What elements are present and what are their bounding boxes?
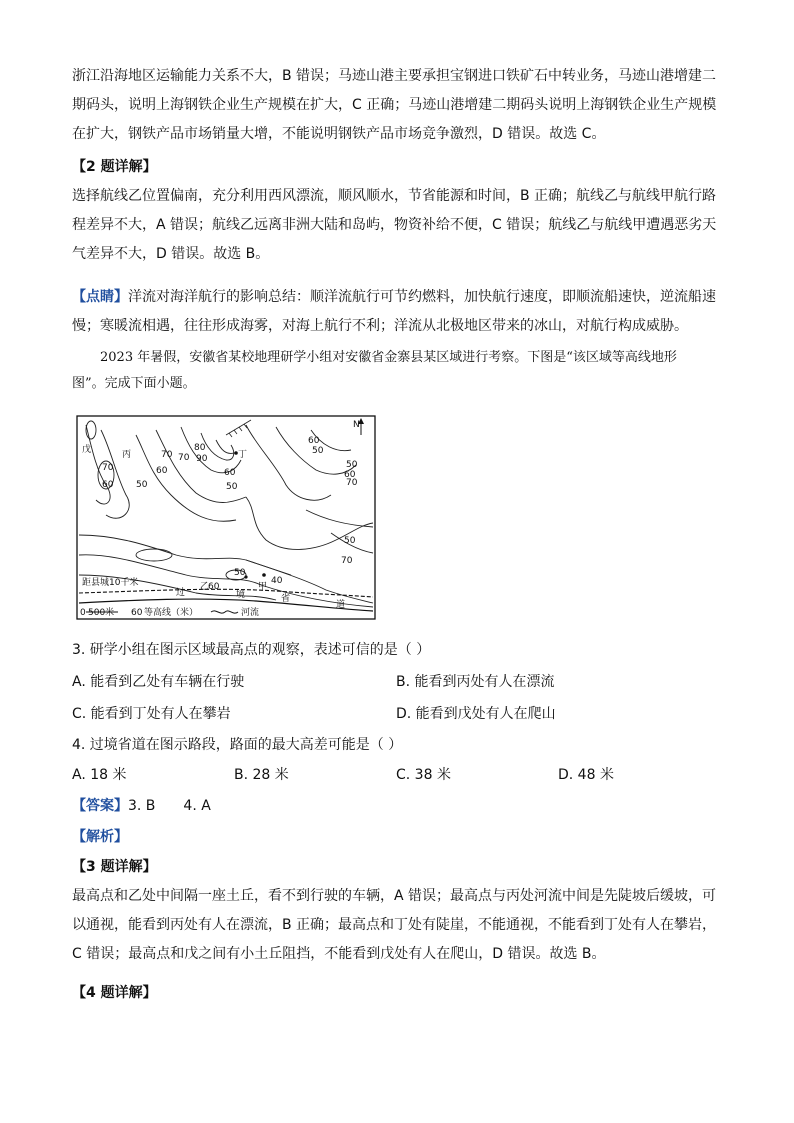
text-line: 期码头，说明上海钢铁企业生产规模在扩大，C 正确；马迹山港增建二期码头说明上海钢铁企业生产规模 bbox=[72, 97, 717, 113]
place-label-bing: 丙 bbox=[122, 450, 132, 460]
place-label-jia: 甲 bbox=[258, 582, 268, 592]
q4-stem: 4. 过境省道在图示路段，路面的最大高差可能是（ ） bbox=[72, 737, 403, 753]
contour-value: 50 bbox=[136, 480, 148, 490]
section-header: 【2 题详解】 bbox=[72, 159, 157, 175]
text-line: 以通视，能看到丙处有人在漂流，B 正确；最高点和丁处有陡崖，不能通视，不能看到丁处有人在攀岩， bbox=[72, 917, 717, 933]
contour-value: 70 bbox=[341, 556, 353, 566]
q4-detail-header: 【4 题详解】 bbox=[72, 985, 157, 1001]
q4-option-b[interactable]: B. 28 米 bbox=[234, 767, 289, 783]
contour-value: 70 bbox=[102, 463, 114, 473]
q4-option-d[interactable]: D. 48 米 bbox=[558, 767, 614, 783]
text-line: 图”。完成下面小题。 bbox=[72, 376, 196, 391]
intro-paragraph bbox=[72, 62, 732, 149]
text-line: 在扩大，钢铁产品市场销量大增，不能说明钢铁产品市场竞争激烈，D 错误。故选 C。 bbox=[72, 126, 606, 142]
q3-stem: 3. 研学小组在图示区域最高点的观察，表述可信的是（ ） bbox=[72, 642, 431, 658]
q3-option-a[interactable]: A. 能看到乙处有车辆在行驶 bbox=[72, 674, 245, 690]
road-label: 境 bbox=[236, 590, 246, 600]
scale-unit: 500米 bbox=[88, 608, 115, 618]
text-line: 洋流对海洋航行的影响总结：顺洋流航行可节约燃料，加快航行速度，即顺流船速快，逆流船速 bbox=[128, 289, 716, 305]
text-line: 2023 年暑假，安徽省某校地理研学小组对安徽省金寨县某区域进行考察。下图是“该区域等高线地形 bbox=[100, 350, 677, 365]
contour-value: 60 bbox=[102, 480, 114, 490]
text-line: 最高点和乙处中间隔一座土丘，看不到行驶的车辆，A 错误；最高点与丙处河流中间是先陡坡后缓坡，可 bbox=[72, 888, 717, 904]
contour-value: 60 bbox=[208, 582, 220, 592]
analysis-label: 【解析】 bbox=[72, 829, 128, 845]
legend-contour-sample: 60 bbox=[131, 608, 143, 618]
contour-value: 60 bbox=[308, 436, 320, 446]
contour-value: 60 bbox=[344, 470, 356, 480]
passage bbox=[72, 345, 732, 397]
contour-value: 60 bbox=[156, 466, 168, 476]
text-line: 气差异不大，D 错误。故选 B。 bbox=[72, 246, 270, 262]
contour-value: 50 bbox=[234, 568, 246, 578]
distance-label: 距县城10千米 bbox=[82, 578, 139, 588]
q3-detail bbox=[72, 853, 732, 969]
contour-value: 50 bbox=[346, 460, 358, 470]
contour-value: 90 bbox=[196, 454, 208, 464]
north-label: N bbox=[353, 420, 360, 430]
text-line: 浙江沿海地区运输能力关系不大，B 错误；马迹山港主要承担宝钢进口铁矿石中转业务，马迹山港增建二 bbox=[72, 68, 717, 84]
q4-option-a[interactable]: A. 18 米 bbox=[72, 767, 127, 783]
contour-value: 70 bbox=[161, 450, 173, 460]
answer-line bbox=[72, 796, 211, 816]
answer-label: 【答案】 bbox=[72, 798, 128, 814]
text-line: 选择航线乙位置偏南，充分利用西风漂流，顺风顺水，节省能源和时间，B 正确；航线乙与航线甲航行路 bbox=[72, 188, 717, 204]
q3-option-d[interactable]: D. 能看到戊处有人在爬山 bbox=[396, 706, 556, 722]
road-label: 过 bbox=[176, 588, 186, 598]
contour-value: 50 bbox=[312, 446, 324, 456]
q2-detail bbox=[72, 153, 732, 269]
place-label-yi: 乙 bbox=[200, 582, 210, 592]
contour-value: 50 bbox=[344, 536, 356, 546]
text-line: C 错误；最高点和戊之间有小土丘阻挡，不能看到戊处有人在爬山，D 错误。故选 B。 bbox=[72, 946, 606, 962]
q4-option-c[interactable]: C. 38 米 bbox=[396, 767, 451, 783]
contour-value: 60 bbox=[224, 468, 236, 478]
section-header: 【3 题详解】 bbox=[72, 859, 157, 875]
contour-map bbox=[76, 415, 376, 620]
place-label-wu: 戊 bbox=[82, 445, 92, 455]
q3-option-b[interactable]: B. 能看到丙处有人在漂流 bbox=[396, 674, 555, 690]
place-label-ding: 丁 bbox=[238, 450, 248, 460]
text-line: 慢；寒暖流相遇，往往形成海雾，对海上航行不利；洋流从北极地区带来的冰山，对航行构成威胁。 bbox=[72, 318, 688, 334]
contour-value: 80 bbox=[194, 443, 206, 453]
contour-value: 70 bbox=[346, 478, 358, 488]
legend-river-label: 河流 bbox=[241, 608, 260, 618]
contour-value: 40 bbox=[271, 576, 283, 586]
dianjing-label: 【点睛】 bbox=[72, 289, 128, 305]
q3-option-c[interactable]: C. 能看到丁处有人在攀岩 bbox=[72, 706, 231, 722]
answer-4: 4. A bbox=[183, 798, 211, 814]
scale-zero: 0 bbox=[80, 608, 86, 618]
contour-value: 50 bbox=[226, 482, 238, 492]
dianjing-section bbox=[72, 283, 732, 341]
text-line: 程差异不大，A 错误；航线乙远离非洲大陆和岛屿，物资补给不便，C 错误；航线乙与航线甲遭遇恶劣天 bbox=[72, 217, 717, 233]
answer-3: 3. B bbox=[128, 798, 156, 814]
road-label: 省 bbox=[281, 594, 291, 604]
road-label: 道 bbox=[336, 600, 346, 610]
contour-value: 70 bbox=[178, 453, 190, 463]
legend-contour-label: 等高线（米） bbox=[144, 608, 199, 618]
